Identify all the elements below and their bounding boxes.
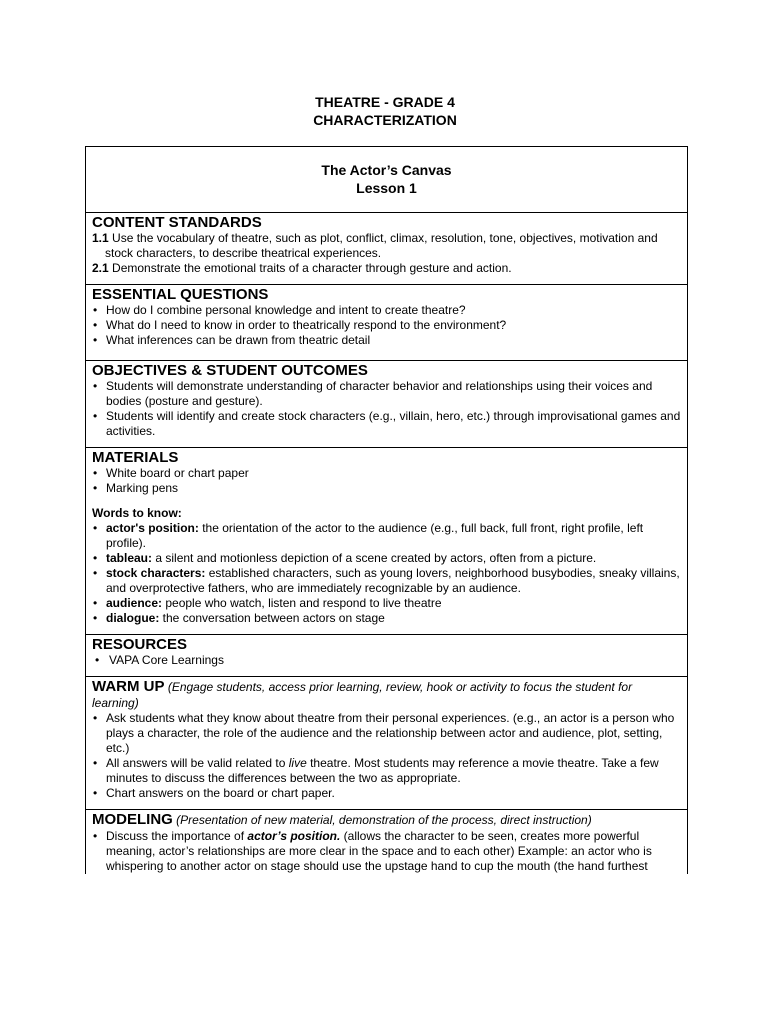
section-heading: OBJECTIVES & STUDENT OUTCOMES [92,362,368,379]
section-heading: RESOURCES [92,636,188,653]
lesson-title: The Actor’s Canvas [321,162,452,178]
objective-item: • Students will identify and create stock characters (e.g., villain, hero, etc.) through improvisational games and activities. [92,409,682,439]
essential-questions-section [86,285,687,361]
vocab-term: dialogue: [106,611,160,625]
emphasis-live: live [288,756,307,770]
section-heading [92,810,682,829]
emphasis-actors-position: actor’s position. [247,829,341,843]
vocab-item [92,521,682,551]
vocab-definition: people who watch, listen and respond to live theatre [162,596,442,610]
vocab-definition: a silent and motionless depiction of a scene created by actors, often from a picture. [152,551,597,565]
vocab-item [92,611,682,626]
objective-item: • Students will demonstrate understanding of character behavior and relationships using their voices and bodies (posture and gesture). [92,379,682,409]
vocab-item [92,566,682,596]
words-to-know-heading: Words to know: [92,506,182,520]
question-item: • What do I need to know in order to theatrically respond to the environment? [92,318,682,333]
standard-text: Demonstrate the emotional traits of a character through gesture and action. [108,261,512,275]
lesson-header [86,147,687,213]
section-heading: CONTENT STANDARDS [92,214,262,231]
vocab-item [92,551,682,566]
question-item: • How do I combine personal knowledge and intent to create theatre? [92,303,682,318]
modeling-item: • Discuss the importance of actor’s position. (allows the character to be seen, creates more powerful meaning, actor’s relationships are more clear in the space and to each other) Example: an actor who is whispering to another actor on stage should use the upstage hand to cup the mouth (the hand furthest [92,829,682,874]
content-standards-section [86,213,687,285]
resources-section [86,635,687,677]
vocab-definition: established characters, such as young lovers, neighborhood busybodies, sneaky villains, and overprotective fathers, who are immediately recognizable by an audience. [106,566,680,595]
lesson-number: Lesson 1 [356,180,417,196]
standard-number: 2.1 [92,261,109,275]
vocab-term: stock characters: [106,566,206,580]
modeling-heading: MODELING [92,811,173,828]
standard-item [92,231,682,261]
question-item: • What inferences can be drawn from theatric detail [92,333,682,348]
material-item: • White board or chart paper [92,466,682,481]
warm-up-item: • Ask students what they know about theatre from their personal experiences. (e.g., an actor is a person who plays a character, the role of the audience and the relationship between actor and audience, plot, setting, etc.) [92,711,682,756]
section-heading [92,677,682,696]
warm-up-item: • All answers will be valid related to live theatre. Most students may reference a movie theatre. Take a few minutes to discuss the differences between the two as appropriate. [92,756,682,786]
objectives-section [86,361,687,448]
warm-up-section [86,677,687,810]
modeling-section [86,810,687,874]
section-heading: ESSENTIAL QUESTIONS [92,286,269,303]
section-heading: MATERIALS [92,449,179,466]
material-item: • Marking pens [92,481,682,496]
modeling-note: (Presentation of new material, demonstration of the process, direct instruction) [172,813,592,827]
vocab-term: actor's position: [106,521,199,535]
warm-up-heading: WARM UP [92,678,165,695]
vocab-item [92,596,682,611]
title-line-2: CHARACTERIZATION [313,112,457,128]
vocab-term: audience: [106,596,163,610]
resource-item: • VAPA Core Learnings [92,653,682,668]
warm-up-note: (Engage students, access prior learning, review, hook or activity to focus the student for [164,680,633,694]
vocab-term: tableau: [106,551,153,565]
vocab-definition: the orientation of the actor to the audience (e.g., full back, full front, right profile, left profile). [106,521,644,550]
warm-up-note-continued: learning) [92,696,139,710]
document-title [0,93,770,129]
vocab-definition: the conversation between actors on stage [159,611,385,625]
warm-up-item: • Chart answers on the board or chart paper. [92,786,682,801]
materials-section [86,448,687,635]
title-line-1: THEATRE - GRADE 4 [315,94,455,110]
standard-text: Use the vocabulary of theatre, such as plot, conflict, climax, resolution, tone, objectives, motivation and stock characters, to describe theatrical experiences. [105,231,658,260]
standard-item [92,261,682,276]
lesson-table [85,146,688,874]
standard-number: 1.1 [92,231,109,245]
